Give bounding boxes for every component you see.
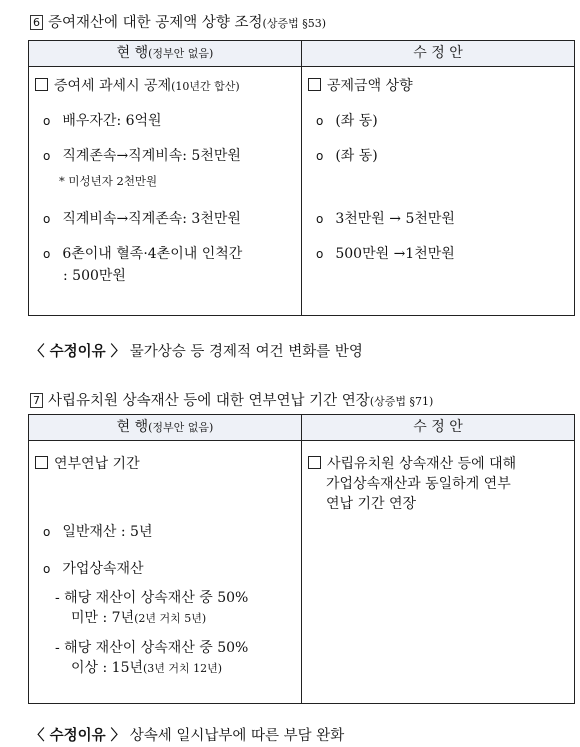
s6-current-head: 증여세 과세시 공제(10년간 합산) <box>35 75 240 95</box>
s7-current-item-1: o 일반재산 : 5년 <box>43 524 153 540</box>
circle-bullet-icon: o <box>316 149 324 163</box>
s7-revised-line2: 가업상속재산과 동일하게 연부 <box>326 476 511 492</box>
circle-bullet-icon: o <box>43 149 51 163</box>
circle-bullet-icon: o <box>43 525 51 539</box>
section-7-title: 사립유치원 상속재산 등에 대한 연부연납 기간 연장 <box>48 393 370 409</box>
section-6-heading <box>30 11 326 32</box>
s6-current-item-4-cont: : 500만원 <box>63 268 126 284</box>
s6-current-item-1: o 배우자간: 6억원 <box>43 113 162 129</box>
checkbox-square-icon <box>35 78 48 91</box>
s6-revised-item-4: o 500만원 →1천만원 <box>316 246 455 262</box>
s7-current-item-2: o 가업상속재산 <box>43 561 144 577</box>
checkbox-square-icon <box>308 456 321 469</box>
checkbox-square-icon <box>308 78 321 91</box>
s7-col-current: 현 행(정부안 없음) <box>29 415 302 441</box>
section-6-law-ref: (상증법 §53) <box>262 17 327 30</box>
section-7-table <box>28 414 575 704</box>
s6-reason: 〈 수정이유 〉 물가상승 등 경제적 여건 변화를 반영 <box>30 344 363 360</box>
s7-sub2-line1: - 해당 재산이 상속재산 중 50% <box>55 640 249 656</box>
s7-reason-label: 수정이유 <box>49 728 106 744</box>
s7-reason-text: 상속세 일시납부에 따른 부담 완화 <box>129 728 345 744</box>
s7-revised-line3: 연납 기간 연장 <box>326 496 417 512</box>
circle-bullet-icon: o <box>43 562 51 576</box>
section-7-number: 7 <box>30 393 43 408</box>
s6-revised-item-2: o (좌 동) <box>316 148 378 164</box>
checkbox-square-icon <box>35 456 48 469</box>
circle-bullet-icon: o <box>43 247 51 261</box>
circle-bullet-icon: o <box>316 114 324 128</box>
circle-bullet-icon: o <box>316 212 324 226</box>
s6-reason-text: 물가상승 등 경제적 여건 변화를 반영 <box>129 344 363 360</box>
circle-bullet-icon: o <box>316 247 324 261</box>
s6-col-current: 현 행(정부안 없음) <box>29 41 302 67</box>
s7-sub1-line1: - 해당 재산이 상속재산 중 50% <box>55 590 249 606</box>
s6-current-item-3: o 직계비속→직계존속: 3천만원 <box>43 211 241 227</box>
s6-revised-item-1: o (좌 동) <box>316 113 378 129</box>
section-6-number: 6 <box>30 15 43 30</box>
s7-col-revised: 수 정 안 <box>302 415 575 441</box>
s6-revised-head: 공제금액 상향 <box>308 75 413 95</box>
circle-bullet-icon: o <box>43 212 51 226</box>
section-7-heading <box>30 389 433 410</box>
s7-revised-line1: 사립유치원 상속재산 등에 대해 <box>308 453 516 473</box>
s6-current-item-2: o 직계존속→직계비속: 5천만원 <box>43 148 241 164</box>
s7-current-head: 연부연납 기간 <box>35 453 140 473</box>
section-6-title: 증여재산에 대한 공제액 상향 조정 <box>48 15 263 31</box>
s7-reason: 〈 수정이유 〉 상속세 일시납부에 따른 부담 완화 <box>30 728 345 744</box>
s6-reason-label: 수정이유 <box>49 344 106 360</box>
section-6-table <box>28 40 575 316</box>
s6-revised-item-3: o 3천만원 → 5천만원 <box>316 211 455 227</box>
s6-current-item-4: o 6촌이내 혈족·4촌이내 인척간 <box>43 246 243 262</box>
s6-col-revised: 수 정 안 <box>302 41 575 67</box>
s6-footnote: * 미성년자 2천만원 <box>59 174 158 188</box>
section-7-law-ref: (상증법 §71) <box>369 395 434 408</box>
s7-sub2-line2: 이상 : 15년(3년 거치 12년) <box>71 660 223 676</box>
circle-bullet-icon: o <box>43 114 51 128</box>
s7-sub1-line2: 미만 : 7년(2년 거치 5년) <box>71 610 207 626</box>
